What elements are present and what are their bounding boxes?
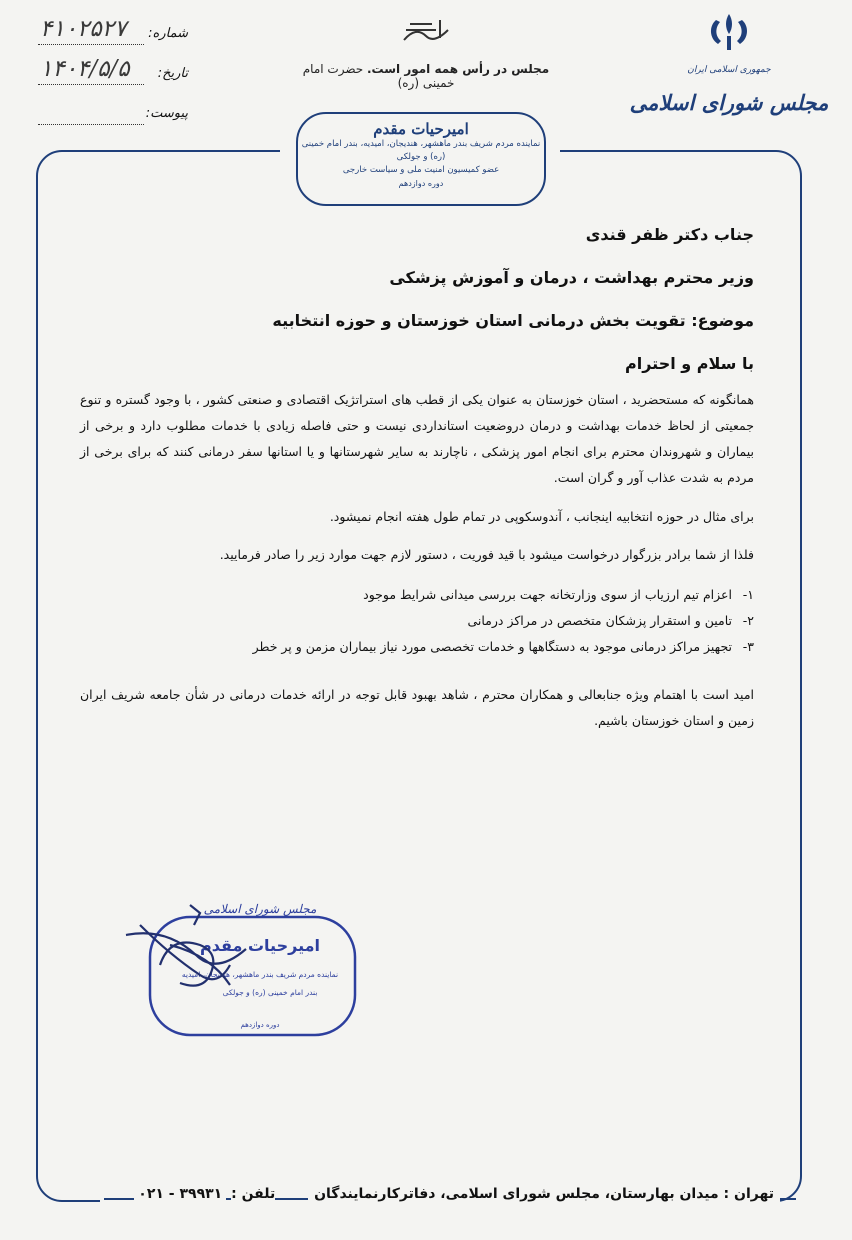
footer-phone-label: تلفن : — [231, 1186, 276, 1202]
emblem-subtitle: جمهوری اسلامی ایران — [687, 65, 771, 75]
number-value: ۴۱۰۲۵۲۷ — [40, 16, 127, 42]
list-item-text: تامین و استقرار پزشکان متخصص در مراکز درمانی — [467, 613, 732, 628]
recipient-position: وزیر محترم بهداشت ، درمان و آموزش پزشکی — [389, 268, 754, 287]
seal-arc-text: مجلس شورای اسلامی — [203, 902, 317, 916]
closing-paragraph: امید است با اهتمام ویژه جنابعالی و همکاران محترم ، شاهد بهبود قابل توجه در ارائه خدمات درمانی در شأن جامعه شریف ایران زمین و استان خوزستان باشیم. — [80, 687, 754, 728]
mp-name: امیرحیات مقدم — [373, 120, 469, 138]
seal-line-2: بندر امام خمینی (ره) و جولکی — [222, 988, 318, 997]
mp-constituency: نماینده مردم شریف بندر ماهشهر، هندیجان، امیدیه، بندر امام خمینی (ره) و جولکی — [301, 139, 541, 162]
footer-phone: ۳۹۹۳۱ - ۰۲۱ — [134, 1186, 226, 1202]
list-item-number: ۳- — [742, 639, 754, 654]
date-value: ۱۴۰۴/۵/۵ — [40, 56, 130, 82]
subject: موضوع: تقویت بخش درمانی استان خوزستان و حوزه انتخابیه — [272, 311, 754, 330]
request-list — [80, 582, 754, 660]
list-item-number: ۱- — [742, 587, 754, 602]
attachment-line — [38, 124, 144, 125]
recipient: جناب دکتر ظفر قندی — [585, 225, 754, 244]
seal-name: امیرحیات مقدم — [200, 936, 320, 955]
list-item — [80, 634, 754, 660]
official-seal — [120, 895, 360, 1045]
mp-title-box — [296, 112, 546, 206]
paragraph-1: همانگونه که مستحضرید ، استان خوزستان به عنوان یکی از قطب های استراتژیک اقتصادی و صنعتی کشور ، با وجود گستره و تنوع جمعیتی از لحاظ خدمات بهداشت و درمان دروضعیت استانداردی نیست و حتی فاصله زیادی با خدمات مطلوب دارد و برخی از بیماران و شهروندان محترم برای انجام امور پزشکی ، ناچارند به سایر شهرستانها و یا استانها سفر درمانی کنند که برای برخی از مردم به شدت عذاب آور و گران است. — [80, 392, 754, 485]
bismillah-calligraphy — [396, 10, 456, 54]
date-label: تاریخ: — [157, 66, 188, 81]
quote-main: مجلس در رأس همه امور است. — [366, 62, 550, 76]
date-line — [38, 84, 144, 85]
letter-body — [80, 225, 754, 746]
list-item — [80, 608, 754, 634]
seal-round: دوره دوازدهم — [240, 1021, 280, 1029]
meta-number-row — [22, 18, 202, 58]
attachment-label: پیوست: — [145, 106, 188, 121]
seal-line-1: نماینده مردم شریف بندر ماهشهر، هندیجان، امیدیه — [181, 970, 339, 979]
greeting: با سلام و احترام — [625, 354, 754, 373]
meta-date-row — [22, 58, 202, 98]
number-label: شماره: — [148, 26, 188, 41]
list-item — [80, 582, 754, 608]
list-item-number: ۲- — [742, 613, 754, 628]
mp-round: دوره دوازدهم — [398, 179, 444, 188]
mp-committee: عضو کمیسیون امنیت ملی و سیاست خارجی — [342, 165, 500, 175]
meta-attachment-row — [22, 98, 202, 138]
header-quote — [296, 62, 556, 90]
header-center — [296, 10, 556, 110]
paragraph-3: فلذا از شما برادر بزرگوار درخواست میشود با قید فوریت ، دستور لازم جهت موارد زیر را صادر فرمایید. — [219, 547, 754, 562]
list-item-text: اعزام تیم ارزیاب از سوی وزارتخانه جهت بررسی میدانی شرایط موجود — [363, 587, 732, 602]
footer-address: تهران : میدان بهارستان، مجلس شورای اسلامی، دفاترکارنمایندگان — [308, 1186, 780, 1202]
letter-meta — [22, 18, 202, 138]
emblem-text: مجلس شورای اسلامی — [629, 90, 829, 115]
list-item-text: تجهیز مراکز درمانی موجود به دستگاهها و خدمات تخصصی مورد نیاز بیماران مزمن و پر خطر — [252, 639, 732, 654]
parliament-emblem — [629, 10, 829, 140]
paragraph-2: برای مثال در حوزه انتخابیه اینجانب ، آندوسکوپی در تمام طول هفته انجام نمیشود. — [329, 508, 754, 524]
number-line — [38, 44, 144, 45]
quote-author: حضرت امام خمینی (ره) — [302, 62, 455, 90]
footer — [100, 1186, 780, 1202]
